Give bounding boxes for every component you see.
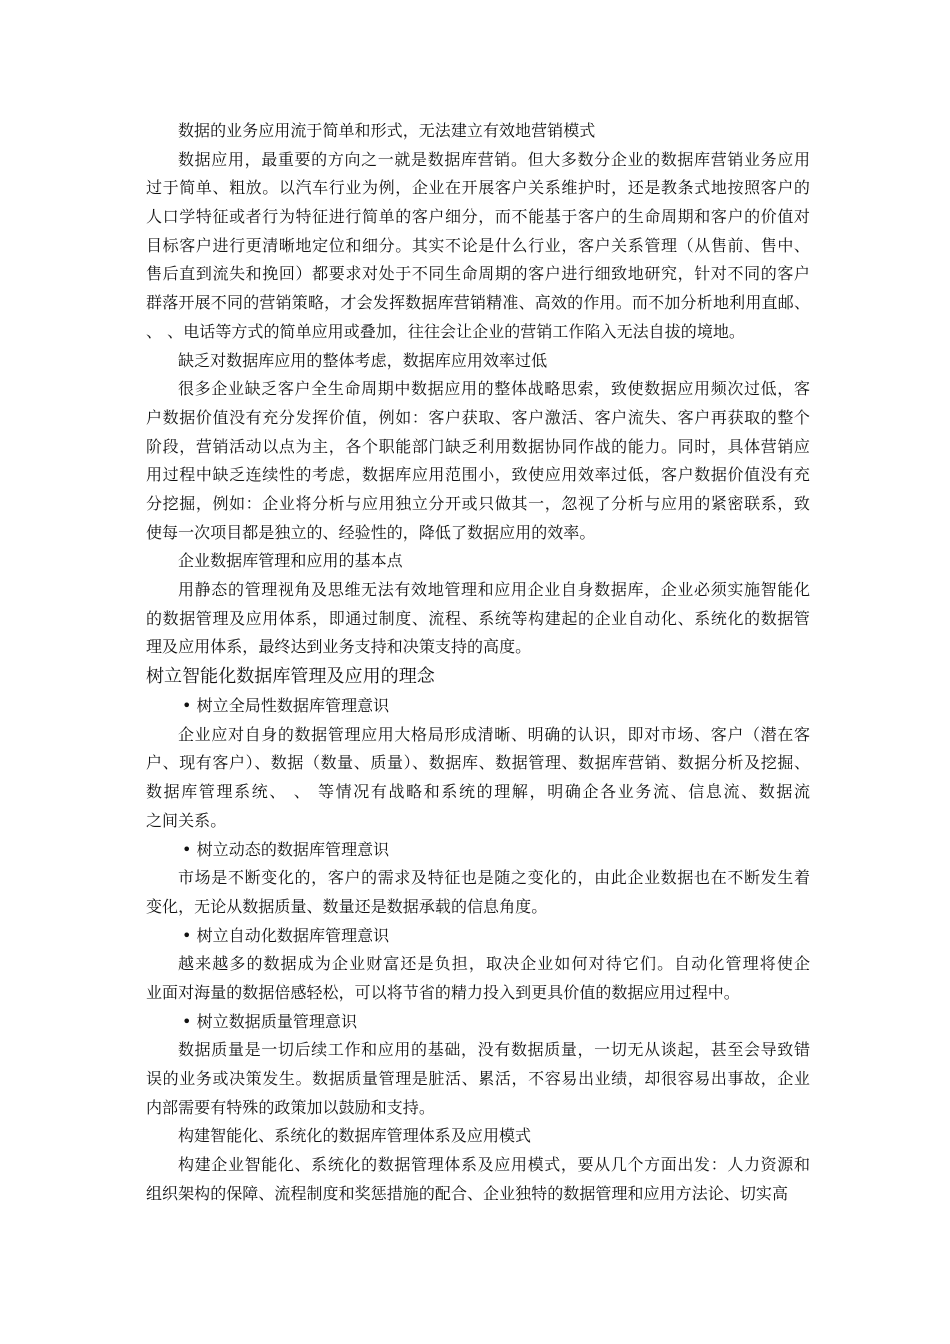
body-paragraph bbox=[146, 375, 810, 547]
bullet-heading bbox=[146, 836, 810, 865]
bullet-heading bbox=[146, 922, 810, 951]
text-line: 数据质量是一切后续工作和应用的基础，没有数据质量，一切无从谈起，甚至会导致错 bbox=[178, 1040, 810, 1060]
subsection-heading bbox=[146, 117, 810, 146]
text-line: 使每一次项目都是独立的、经验性的，降低了数据应用的效率。 bbox=[146, 522, 596, 542]
bullet-heading bbox=[146, 1008, 810, 1037]
text-line: 构建企业智能化、系统化的数据管理体系及应用模式，要从几个方面出发：人力资源和 bbox=[178, 1155, 810, 1175]
text-line: 人口学特征或者行为特征进行简单的客户细分，而不能基于客户的生命周期和客户的价值对 bbox=[146, 207, 810, 227]
text-line: 用过程中缺乏连续性的考虑，数据库应用范围小，致使应用效率过低，客户数据价值没有充 bbox=[146, 465, 810, 485]
text-line: 群落开展不同的营销策略，才会发挥数据库营销精准、高效的作用。而不加分析地利用直邮、 bbox=[146, 293, 810, 313]
text-line: 数据库管理系统、 、 等情况有战略和系统的理解，明确企各业务流、信息流、数据流 bbox=[146, 782, 810, 802]
text-line: 目标客户进行更清晰地定位和细分。其实不论是什么行业，客户关系管理（从售前、售中、 bbox=[146, 235, 810, 255]
subsection-heading bbox=[146, 1122, 810, 1151]
text-line: • 树立自动化数据库管理意识 bbox=[182, 925, 390, 945]
subsection-heading bbox=[146, 547, 810, 576]
text-line: 构建智能化、系统化的数据库管理体系及应用模式 bbox=[178, 1126, 532, 1146]
text-line: 市场是不断变化的，客户的需求及特征也是随之变化的，由此企业数据也在不断发生着 bbox=[178, 868, 810, 888]
text-line: 数据应用，最重要的方向之一就是数据库营销。但大多数分企业的数据库营销业务应用 bbox=[178, 149, 810, 169]
body-paragraph bbox=[146, 1036, 810, 1122]
text-line: 过于简单、粗放。以汽车行业为例，企业在开展客户关系维护时，还是教条式地按照客户的 bbox=[146, 178, 810, 198]
text-line: 缺乏对数据库应用的整体考虑，数据库应用效率过低 bbox=[178, 350, 548, 370]
text-line: 阶段，营销活动以点为主，各个职能部门缺乏利用数据协同作战的能力。同时，具体营销应 bbox=[146, 436, 810, 456]
text-line: 业面对海量的数据倍感轻松，可以将节省的精力投入到更具价值的数据应用过程中。 bbox=[146, 982, 740, 1002]
body-paragraph bbox=[146, 721, 810, 836]
text-line: • 树立全局性数据库管理意识 bbox=[182, 696, 390, 716]
body-paragraph bbox=[146, 950, 810, 1007]
section-title bbox=[146, 662, 810, 692]
text-line: 企业数据库管理和应用的基本点 bbox=[178, 551, 403, 571]
text-line: 售后直到流失和挽回）都要求对处于不同生命周期的客户进行细致地研究，针对不同的客户 bbox=[146, 264, 810, 284]
text-line: 内部需要有特殊的政策加以鼓励和支持。 bbox=[146, 1097, 435, 1117]
text-line: 很多企业缺乏客户全生命周期中数据应用的整体战略思索，致使数据应用频次过低，客 bbox=[178, 379, 810, 399]
text-line: 户数据价值没有充分发挥价值，例如：客户获取、客户激活、客户流失、客户再获取的整个 bbox=[146, 407, 810, 427]
text-line: • 树立动态的数据库管理意识 bbox=[182, 839, 390, 859]
body-paragraph bbox=[146, 146, 810, 347]
text-line: • 树立数据质量管理意识 bbox=[182, 1011, 358, 1031]
text-line: 用静态的管理视角及思维无法有效地管理和应用企业自身数据库，企业必须实施智能化 bbox=[178, 580, 810, 599]
bullet-heading bbox=[146, 692, 810, 721]
text-line: 理及应用体系，最终达到业务支持和决策支持的高度。 bbox=[146, 637, 532, 657]
text-line: 数据的业务应用流于简单和形式，无法建立有效地营销模式 bbox=[178, 121, 596, 140]
body-paragraph bbox=[146, 576, 810, 662]
subsection-heading bbox=[146, 347, 810, 376]
text-line: 误的业务或决策发生。数据质量管理是脏活、累活，不容易出业绩，却很容易出事故，企业 bbox=[146, 1069, 810, 1088]
text-line: 分挖掘，例如：企业将分析与应用独立分开或只做其一，忽视了分析与应用的紧密联系，致 bbox=[146, 493, 810, 513]
text-line: 、 、电话等方式的简单应用或叠加，往往会让企业的营销工作陷入无法自拔的境地。 bbox=[146, 321, 745, 341]
text-line: 组织架构的保障、流程制度和奖惩措施的配合、企业独特的数据管理和应用方法论、切实高 bbox=[146, 1183, 789, 1203]
text-line: 变化，无论从数据质量、数量还是数据承载的信息角度。 bbox=[146, 896, 548, 916]
body-paragraph bbox=[146, 864, 810, 921]
text-line: 之间关系。 bbox=[146, 810, 227, 830]
text-line: 越来越多的数据成为企业财富还是负担，取决企业如何对待它们。自动化管理将使企 bbox=[178, 954, 810, 974]
document-page bbox=[146, 117, 810, 1208]
body-paragraph bbox=[146, 1151, 810, 1208]
text-line: 树立智能化数据库管理及应用的理念 bbox=[146, 666, 435, 688]
text-line: 企业应对自身的数据管理应用大格局形成清晰、明确的认识，即对市场、客户（潜在客 bbox=[178, 724, 810, 744]
text-line: 户、现有客户）、数据（数量、质量）、数据库、数据管理、数据库营销、数据分析及挖掘、 bbox=[146, 753, 810, 773]
text-line: 的数据管理及应用体系，即通过制度、流程、系统等构建起的企业自动化、系统化的数据管 bbox=[146, 608, 810, 628]
